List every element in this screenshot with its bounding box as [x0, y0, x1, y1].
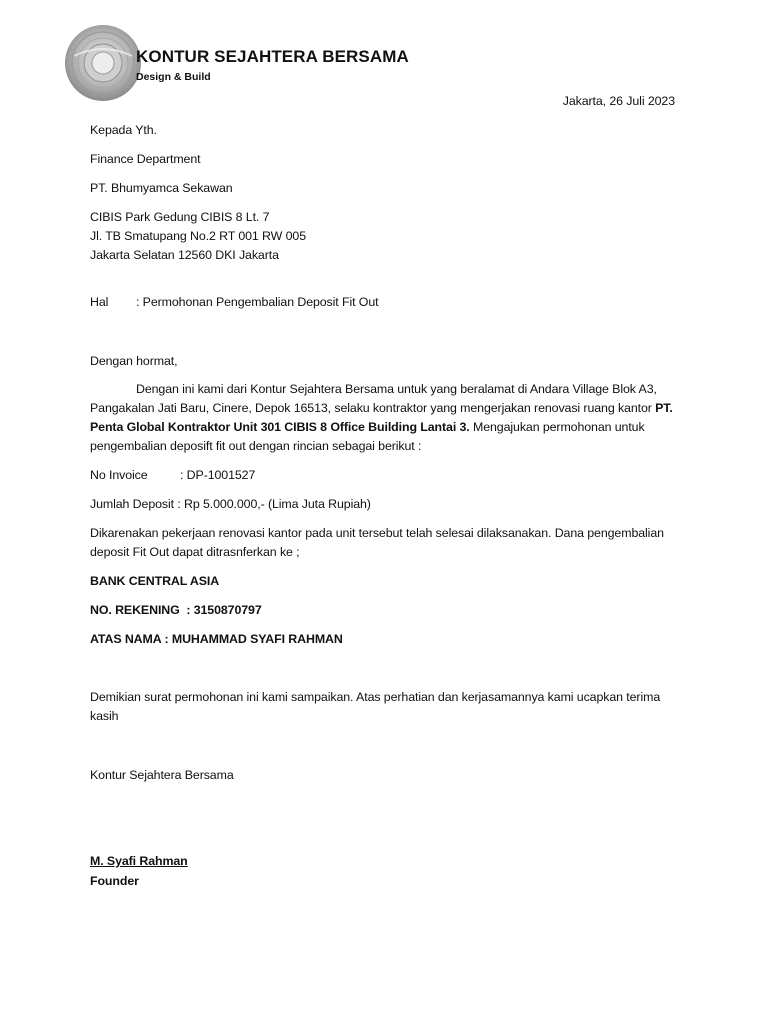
invoice-label: No Invoice [90, 468, 148, 482]
greeting: Dengan hormat, [90, 354, 178, 368]
invoice-value: : DP-1001527 [180, 468, 256, 482]
recipient-salutation: Kepada Yth. [90, 123, 157, 137]
recipient-company: PT. Bhumyamca Sekawan [90, 181, 233, 195]
subject-text: : Permohonan Pengembalian Deposit Fit Out [136, 295, 379, 309]
completion-paragraph: Dikarenakan pekerjaan renovasi kantor pada unit tersebut telah selesai dilaksanakan. Dana pengembalian deposit Fit Out dapat ditrasnferkan ke ; [90, 526, 664, 559]
company-tagline: Design & Build [136, 71, 211, 83]
invoice-line [90, 466, 255, 485]
closing-paragraph: Demikian surat permohonan ini kami sampaikan. Atas perhatian dan kerjasamannya kami ucapkan terima kasih [90, 690, 661, 723]
deposit-value: : Rp 5.000.000,- (Lima Juta Rupiah) [177, 497, 371, 511]
intro-paragraph [90, 380, 686, 456]
subject-label: Hal [90, 295, 109, 309]
address-line: CIBIS Park Gedung CIBIS 8 Lt. 7 [90, 210, 270, 224]
account-name: ATAS NAMA : MUHAMMAD SYAFI RAHMAN [90, 632, 343, 646]
subject-line [90, 293, 378, 312]
signature-title: Founder [90, 874, 139, 888]
intro-bold-text: PT. Penta Global Kontraktor Unit 301 CIBIS 8 Office Building Lantai 3. [90, 401, 673, 434]
signature-name: M. Syafi Rahman [90, 854, 188, 868]
recipient-department: Finance Department [90, 152, 201, 166]
intro-text-end: Mengajukan permohonan untuk pengembalian deposift fit out dengan rincian sebagai berikut : [90, 420, 645, 453]
address-line: Jakarta Selatan 12560 DKI Jakarta [90, 248, 279, 262]
address-line: Jl. TB Smatupang No.2 RT 001 RW 005 [90, 229, 306, 243]
account-number: NO. REKENING : 3150870797 [90, 603, 262, 617]
company-name: KONTUR SEJAHTERA BERSAMA [136, 47, 409, 66]
letter-date: Jakarta, 26 Juli 2023 [562, 94, 675, 108]
deposit-label: Jumlah Deposit [90, 497, 174, 511]
signature-company: Kontur Sejahtera Bersama [90, 768, 234, 782]
intro-text: Dengan ini kami dari Kontur Sejahtera Bersama untuk yang beralamat di Andara Village Blok A3, Pangakalan Jati Baru, Cinere, Depok 16513, selaku kontraktor yang mengerjakan renovasi ruang kantor [90, 382, 657, 415]
bank-name: BANK CENTRAL ASIA [90, 574, 220, 588]
circular-disc-logo-icon [62, 22, 144, 104]
deposit-line [90, 495, 371, 514]
